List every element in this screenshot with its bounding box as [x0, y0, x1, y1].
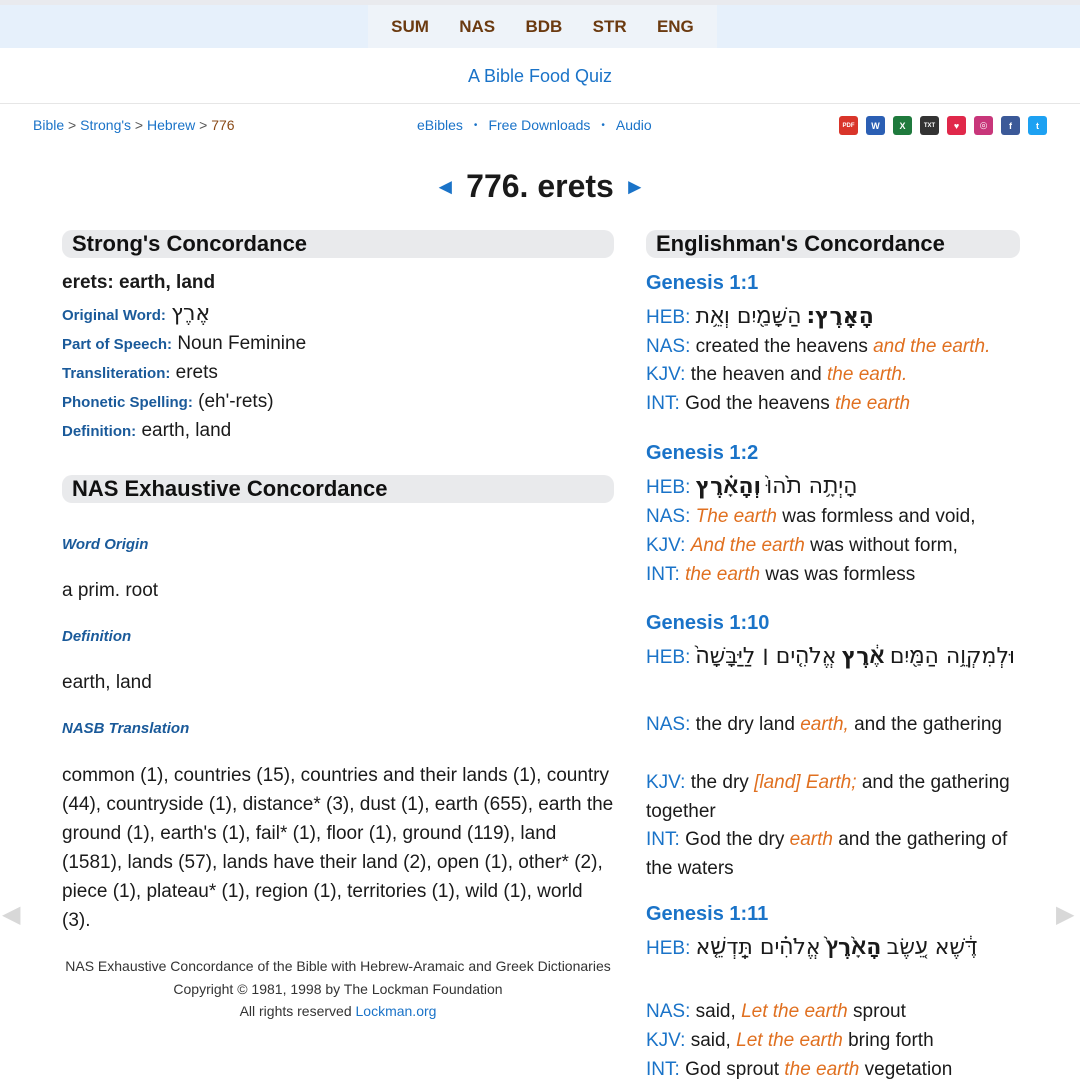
bullet-dot: • — [473, 119, 478, 131]
page-title — [0, 168, 1080, 205]
topnav-sum[interactable]: SUM — [391, 16, 429, 36]
heb-line — [646, 300, 1020, 334]
nas-highlight: Let the earth — [741, 1001, 848, 1022]
share-icons — [839, 116, 1047, 135]
kjv-line — [646, 364, 1020, 386]
part-of-speech-row — [62, 333, 306, 355]
original-word: אֶרֶץ — [171, 301, 211, 326]
nas-text: said, — [695, 1001, 736, 1022]
int-tag: INT: — [646, 564, 680, 585]
nas-tag: NAS: — [646, 336, 691, 357]
nas-line — [646, 506, 1020, 528]
nas-definition: earth, land — [62, 672, 152, 693]
kjv-highlight: [land] Earth; — [754, 772, 857, 793]
pdf-icon[interactable]: PDF — [839, 116, 858, 135]
int-text: God sprout — [685, 1059, 780, 1080]
nas-tag: NAS: — [646, 1001, 691, 1022]
nas-definition-label: Definition — [62, 628, 132, 645]
heb-word-bold: הָאָ֙רֶץ֙ — [825, 935, 882, 960]
int-line — [646, 564, 1020, 586]
kjv-highlight: the earth. — [827, 364, 908, 385]
twitter-icon[interactable]: t — [1028, 116, 1047, 135]
nas-text: the dry land — [695, 714, 795, 735]
heb-text: אֱלֹהִ֗ים תַּֽדְשֵׁ֤א — [695, 935, 821, 960]
heb-text: הַשָּׁמַ֖יִם וְאֵ֥ת — [695, 304, 802, 329]
kjv-text: said, — [690, 1030, 731, 1051]
int-text: vegetation — [864, 1059, 953, 1080]
kjv-text: the heaven and — [690, 364, 822, 385]
breadcrumb-separator: > — [199, 117, 208, 133]
nasb-translation-label: NASB Translation — [62, 720, 190, 737]
ebibles-link[interactable]: eBibles — [417, 117, 463, 133]
int-line — [646, 825, 1020, 883]
int-highlight: the earth — [685, 564, 761, 585]
heb-word-bold: וְהָאָ֗רֶץ — [695, 474, 762, 499]
breadcrumb-separator: > — [68, 117, 77, 133]
copyright-line-2: Copyright © 1981, 1998 by The Lockman Foundation — [173, 980, 503, 997]
heb-text: וּלְמִקְוֵ֥ה הַמַּ֖יִם — [889, 644, 1015, 669]
breadcrumb-hebrew[interactable]: Hebrew — [147, 117, 196, 133]
word-origin: a prim. root — [62, 580, 159, 601]
int-highlight: earth — [789, 829, 833, 850]
excel-icon[interactable]: X — [893, 116, 912, 135]
heb-word-bold: הָאָֽרֶץ׃ — [806, 304, 874, 329]
nas-text: and the gathering — [854, 714, 1002, 735]
nas-heading: NAS Exhaustive Concordance — [62, 475, 614, 503]
left-column — [62, 230, 614, 1019]
breadcrumb-bible[interactable]: Bible — [33, 117, 65, 133]
nas-text: sprout — [853, 1001, 906, 1022]
txt-icon[interactable]: TXT — [920, 116, 939, 135]
kjv-line — [646, 535, 1020, 557]
part-of-speech: Noun Feminine — [177, 333, 307, 354]
center-links — [417, 117, 652, 133]
rights-text: All rights reserved — [239, 1003, 352, 1019]
strongs-headword: erets: earth, land — [62, 272, 216, 293]
bullet-dot: • — [601, 119, 605, 131]
nasb-translation: common (1), countries (15), countries and their lands (1), country (44), countryside (1), distance* (3), dust (1), earth (655), earth the ground (1), earth's (1), fail* (1), floor (1), ground (119), land (1581), lands (57), lands have their land (2), open (1), other* (2), piece (1), plateau* (1), region (1), territories (1), wild (1), world (3). — [62, 765, 614, 931]
lockman-link[interactable]: Lockman.org — [355, 1003, 437, 1019]
kjv-tag: KJV: — [646, 364, 686, 385]
verse-ref-gen-1-2[interactable]: Genesis 1:2 — [646, 442, 759, 464]
breadcrumb-separator: > — [134, 117, 144, 133]
top-navbar — [0, 5, 1080, 48]
heb-line — [646, 931, 1020, 965]
quiz-link[interactable]: A Bible Food Quiz — [467, 66, 613, 86]
transliteration-label: Transliteration: — [62, 365, 171, 382]
free-downloads-link[interactable]: Free Downloads — [488, 117, 591, 133]
next-page-arrow-icon[interactable]: ▶ — [1056, 901, 1075, 928]
page-title-text: 776. erets — [466, 168, 614, 204]
int-highlight: the earth — [784, 1059, 860, 1080]
kjv-text: bring forth — [848, 1030, 934, 1051]
kjv-highlight: Let the earth — [736, 1030, 843, 1051]
topnav-bdb[interactable]: BDB — [525, 16, 563, 36]
word-icon[interactable]: W — [866, 116, 885, 135]
nas-text: was formless and void, — [782, 506, 976, 527]
nas-highlight: and the earth. — [873, 336, 991, 357]
breadcrumb-current: 776 — [211, 117, 235, 133]
next-entry-arrow-icon[interactable]: ► — [623, 174, 646, 199]
heb-word-bold: אֶ֔רֶץ — [841, 644, 885, 669]
pocket-icon[interactable]: ♥ — [947, 116, 966, 135]
phonetic-spelling: (eh'-rets) — [198, 391, 274, 412]
definition-row — [62, 420, 231, 442]
topnav-nas[interactable]: NAS — [459, 16, 496, 36]
verse-ref-gen-1-11[interactable]: Genesis 1:11 — [646, 903, 769, 925]
int-tag: INT: — [646, 829, 680, 850]
heb-text: אֱלֹהִ֤ים ׀ לַיַּבָּשָׁה֙ — [695, 644, 837, 669]
int-line — [646, 393, 1020, 415]
heb-tag: HEB: — [646, 307, 691, 328]
nas-line — [646, 710, 1020, 739]
heb-tag: HEB: — [646, 477, 691, 498]
heb-text: דֶּ֔שֶׁא עֵ֚שֶׂב — [886, 935, 978, 960]
original-word-row — [62, 301, 210, 326]
int-tag: INT: — [646, 1059, 680, 1080]
heb-tag: HEB: — [646, 647, 691, 668]
kjv-tag: KJV: — [646, 1030, 686, 1051]
verse-ref-gen-1-1[interactable]: Genesis 1:1 — [646, 272, 759, 294]
copyright-line-1: NAS Exhaustive Concordance of the Bible with Hebrew-Aramaic and Greek Dictionaries — [65, 958, 611, 974]
instagram-icon[interactable]: ◎ — [974, 116, 993, 135]
nas-tag: NAS: — [646, 506, 691, 527]
heb-text: הָיְתָ֥ה תֹ֙הוּ֙ — [766, 474, 858, 499]
copyright-line-3 — [62, 1000, 614, 1023]
copyright-block — [62, 955, 614, 1023]
englishman-heading: Englishman's Concordance — [646, 230, 1020, 258]
right-column — [646, 230, 1020, 1080]
kjv-text: was without form, — [810, 535, 958, 556]
word-origin-label: Word Origin — [62, 536, 149, 553]
int-highlight: the earth — [835, 393, 911, 414]
nas-text: created the heavens — [695, 336, 868, 357]
divider — [0, 103, 1080, 104]
definition: earth, land — [141, 420, 232, 441]
transliteration-row — [62, 362, 218, 384]
kjv-tag: KJV: — [646, 772, 686, 793]
audio-link[interactable]: Audio — [615, 117, 652, 133]
int-text: was was formless — [765, 564, 916, 585]
phonetic-label: Phonetic Spelling: — [62, 394, 193, 411]
verse-ref-gen-1-10[interactable]: Genesis 1:10 — [646, 612, 770, 634]
original-word-label: Original Word: — [62, 307, 166, 324]
prev-page-arrow-icon[interactable]: ◀ — [2, 901, 21, 928]
int-text: and the gathering of the waters — [646, 829, 1008, 879]
int-text: God the dry — [685, 829, 785, 850]
int-text: God the heavens — [685, 393, 830, 414]
topnav-group — [368, 5, 717, 48]
part-of-speech-label: Part of Speech: — [62, 336, 173, 353]
transliteration: erets — [175, 362, 218, 383]
nas-highlight: earth, — [800, 714, 849, 735]
nas-line — [646, 1001, 1020, 1023]
topnav-str[interactable]: STR — [592, 16, 627, 36]
int-line — [646, 1059, 1020, 1081]
strongs-heading: Strong's Concordance — [62, 230, 614, 258]
prev-entry-arrow-icon[interactable]: ◄ — [434, 174, 457, 199]
definition-label: Definition: — [62, 423, 137, 440]
heb-line — [646, 640, 1020, 674]
topnav-eng[interactable]: ENG — [656, 16, 694, 36]
kjv-tag: KJV: — [646, 535, 686, 556]
facebook-icon[interactable]: f — [1001, 116, 1020, 135]
nas-highlight: The earth — [695, 506, 777, 527]
kjv-line — [646, 1030, 1020, 1052]
kjv-highlight: And the earth — [690, 535, 805, 556]
int-tag: INT: — [646, 393, 680, 414]
kjv-line — [646, 768, 1020, 826]
breadcrumb-strongs[interactable]: Strong's — [80, 117, 132, 133]
heb-tag: HEB: — [646, 938, 691, 959]
kjv-text: and the gathering together — [646, 772, 1010, 822]
nas-tag: NAS: — [646, 714, 691, 735]
heb-line — [646, 470, 1020, 504]
phonetic-row — [62, 391, 274, 413]
nas-line — [646, 336, 1020, 358]
breadcrumb — [33, 117, 235, 133]
kjv-text: the dry — [690, 772, 749, 793]
